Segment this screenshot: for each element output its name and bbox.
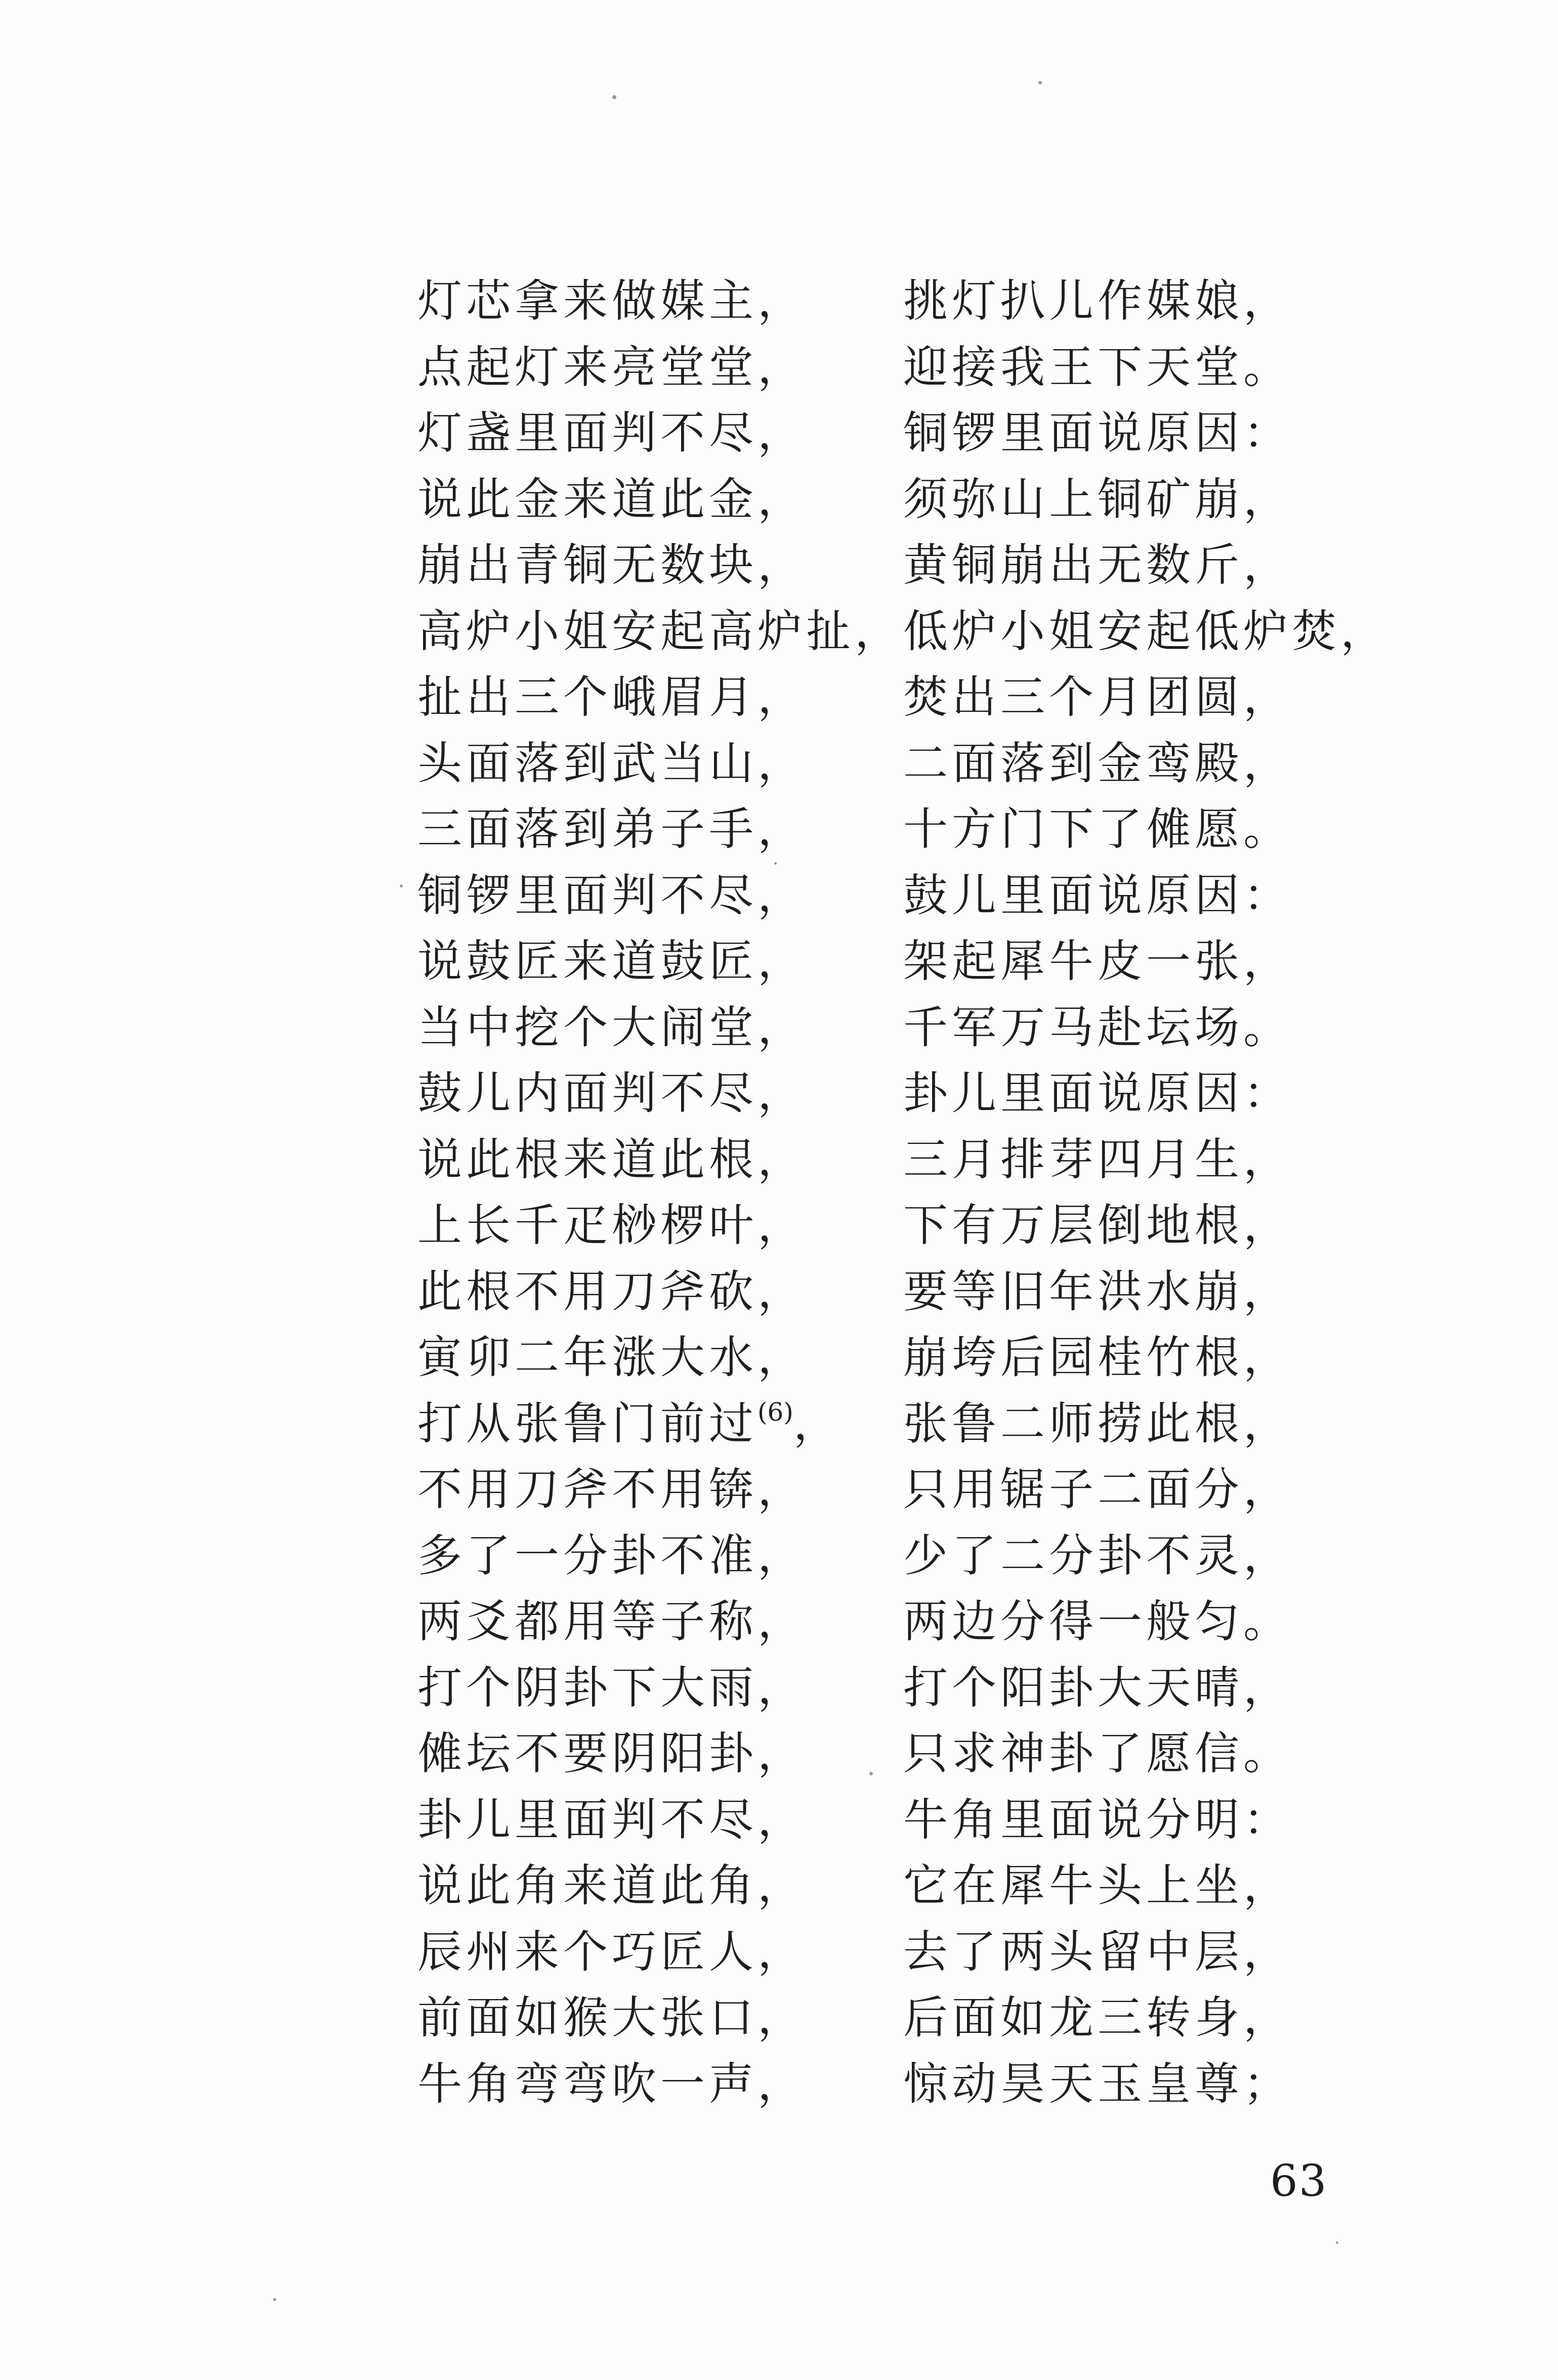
verse-right: 架起犀牛皮一张， <box>903 935 1292 988</box>
verse-left: 上长千疋桫椤叶， <box>417 1199 807 1252</box>
verse-line <box>417 1985 1338 2051</box>
verse-right: 焚出三个月团圆， <box>903 671 1292 724</box>
verse-right: 挑灯扒儿作媒娘， <box>903 275 1292 327</box>
verse-right: 去了两头留中层， <box>903 1925 1292 1978</box>
verse-line <box>417 1523 1338 1589</box>
verse-left: 当中挖个大闹堂， <box>417 1001 807 1053</box>
verse-line <box>417 796 1338 863</box>
verse-left <box>417 1397 903 1450</box>
verse-left: 点起灯来亮堂堂， <box>417 341 807 393</box>
verse-right: 千军万马赴坛场。 <box>903 1001 1292 1053</box>
verse-block <box>417 268 1389 2117</box>
verse-left: 说此金来道此金， <box>417 473 807 525</box>
verse-right: 惊动昊天玉皇尊； <box>903 2057 1292 2110</box>
verse-line <box>417 1589 1338 1655</box>
verse-right: 铜锣里面说原因： <box>903 407 1292 459</box>
verse-line <box>417 466 1338 533</box>
verse-left: 说此角来道此角， <box>417 1859 807 1912</box>
verse-line <box>417 532 1338 599</box>
verse-line <box>417 599 1389 665</box>
verse-right: 下有万层倒地根， <box>903 1199 1292 1252</box>
verse-left-text: 打从张鲁门前过 <box>417 1397 758 1450</box>
verse-line <box>417 1193 1338 1259</box>
verse-line <box>417 2051 1338 2117</box>
verse-right: 须弥山上铜矿崩， <box>903 473 1292 525</box>
verse-left: 此根不用刀斧砍， <box>417 1265 807 1318</box>
verse-left: 灯芯拿来做媒主， <box>417 275 807 327</box>
verse-right: 鼓儿里面说原因： <box>903 869 1292 921</box>
verse-right: 打个阳卦大天晴， <box>903 1661 1292 1714</box>
verse-left: 扯出三个峨眉月， <box>417 671 807 724</box>
verse-right: 后面如龙三转身， <box>903 1991 1292 2044</box>
verse-line <box>417 268 1338 334</box>
verse-left: 寅卯二年涨大水， <box>417 1331 807 1384</box>
verse-left: 说此根来道此根， <box>417 1133 807 1185</box>
verse-line <box>417 1391 1338 1457</box>
scan-speck <box>400 884 403 887</box>
verse-line <box>417 1457 1338 1523</box>
verse-line <box>417 995 1338 1061</box>
verse-right: 只求神卦了愿信。 <box>903 1727 1292 1780</box>
verse-left: 傩坛不要阴阳卦， <box>417 1727 807 1780</box>
verse-line <box>417 400 1338 466</box>
verse-line <box>417 334 1338 401</box>
verse-right: 低炉小姐安起低炉焚， <box>903 605 1389 657</box>
verse-left: 辰州来个巧匠人， <box>417 1925 807 1978</box>
verse-line <box>417 1787 1338 1853</box>
verse-line <box>417 928 1338 995</box>
verse-right: 张鲁二师捞此根， <box>903 1397 1292 1450</box>
verse-line <box>417 1721 1338 1787</box>
verse-right: 卦儿里面说原因： <box>903 1067 1292 1120</box>
verse-left: 三面落到弟子手， <box>417 803 807 856</box>
verse-left: 多了一分卦不准， <box>417 1529 807 1582</box>
verse-right: 少了二分卦不灵， <box>903 1529 1292 1582</box>
verse-left: 说鼓匠来道鼓匠， <box>417 935 807 988</box>
verse-right: 崩垮后园桂竹根， <box>903 1331 1292 1384</box>
verse-left-punctuation: ， <box>793 1397 842 1450</box>
page-number: 63 <box>1270 2156 1328 2206</box>
scan-speck <box>774 862 777 865</box>
verse-line <box>417 1919 1338 1985</box>
verse-line <box>417 664 1338 731</box>
verse-left: 崩出青铜无数块， <box>417 539 807 591</box>
verse-right: 它在犀牛头上坐， <box>903 1859 1292 1912</box>
verse-left: 牛角弯弯吹一声， <box>417 2057 807 2110</box>
verse-right: 二面落到金鸾殿， <box>903 737 1292 789</box>
verse-right: 牛角里面说分明： <box>903 1793 1292 1846</box>
verse-left: 头面落到武当山， <box>417 737 807 789</box>
verse-line <box>417 1325 1338 1391</box>
verse-line <box>417 1853 1338 1919</box>
verse-right: 两边分得一般匀。 <box>903 1595 1292 1648</box>
scan-speck <box>869 1772 873 1775</box>
verse-right: 只用锯子二面分， <box>903 1463 1292 1516</box>
verse-right: 三月排芽四月生， <box>903 1133 1292 1185</box>
verse-left: 不用刀斧不用锛， <box>417 1463 807 1516</box>
verse-right: 迎接我王下天堂。 <box>903 341 1292 393</box>
verse-left: 卦儿里面判不尽， <box>417 1793 807 1846</box>
verse-left: 灯盏里面判不尽， <box>417 407 807 459</box>
verse-line <box>417 731 1338 797</box>
scan-speck <box>612 95 616 99</box>
verse-left: 高炉小姐安起高炉扯， <box>417 605 904 657</box>
verse-line <box>417 1127 1338 1193</box>
footnote-marker: (6) <box>757 1397 793 1427</box>
verse-left: 鼓儿内面判不尽， <box>417 1067 807 1120</box>
verse-line <box>417 1259 1338 1325</box>
verse-left: 前面如猴大张口， <box>417 1991 807 2044</box>
verse-line <box>417 1655 1338 1721</box>
scan-speck <box>273 2298 276 2301</box>
verse-right: 黄铜崩出无数斤， <box>903 539 1292 591</box>
verse-right: 十方门下了傩愿。 <box>903 803 1292 856</box>
verse-line <box>417 863 1338 929</box>
verse-left: 铜锣里面判不尽， <box>417 869 807 921</box>
verse-left: 打个阴卦下大雨， <box>417 1661 807 1714</box>
scan-speck <box>1038 81 1042 84</box>
verse-line <box>417 1060 1338 1127</box>
scan-speck <box>1336 2241 1338 2244</box>
verse-left: 两爻都用等子称， <box>417 1595 807 1648</box>
verse-right: 要等旧年洪水崩， <box>903 1265 1292 1318</box>
